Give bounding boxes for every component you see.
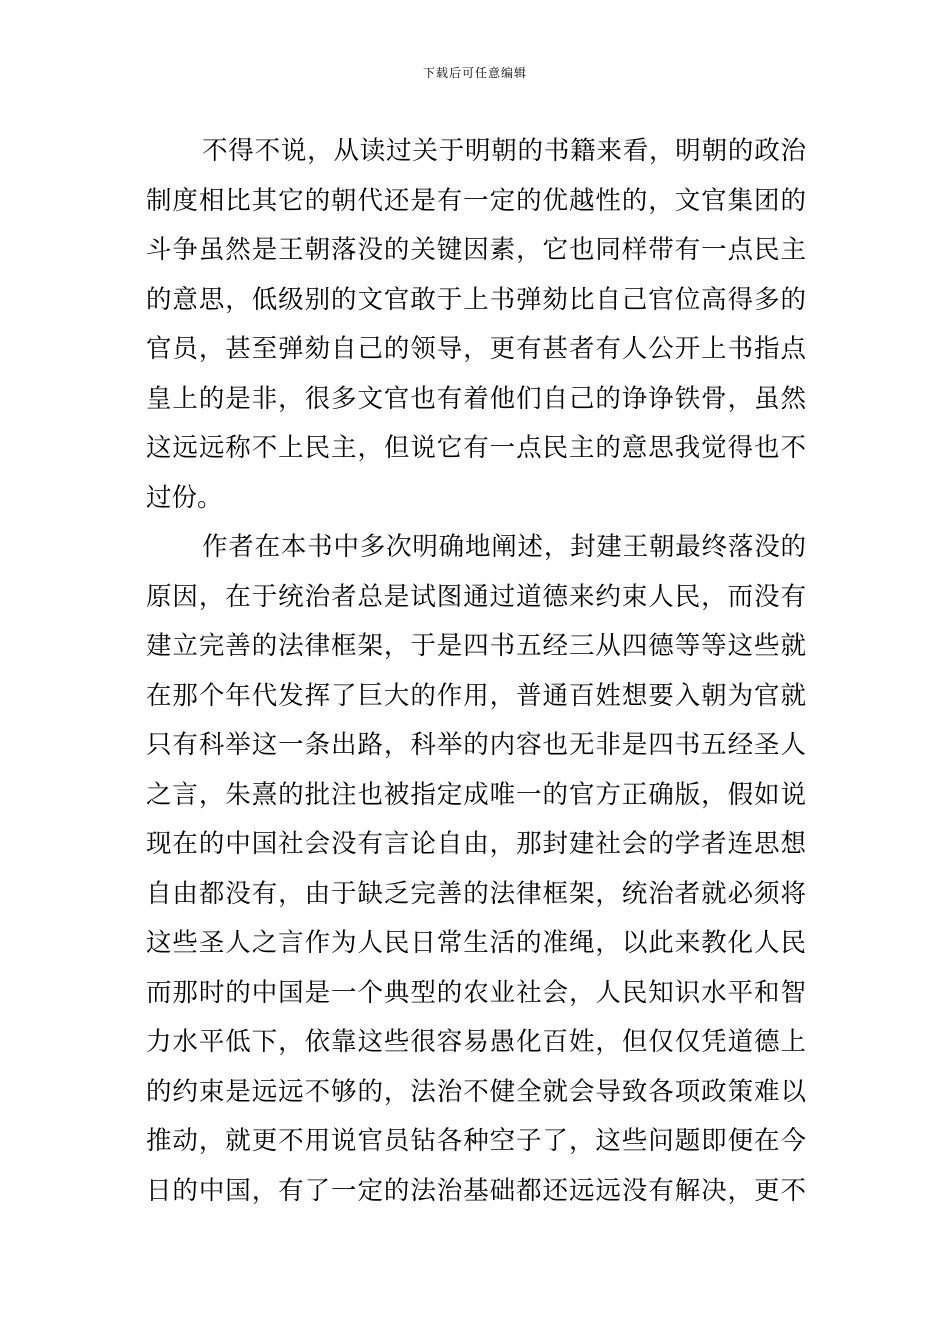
- paragraph: [146, 523, 806, 1216]
- text-line: 现在的中国社会没有言论自由，那封建社会的学者连思想: [146, 829, 806, 859]
- text-line: 原因，在于统治者总是试图通过道德来约束人民，而没有: [146, 581, 806, 612]
- paragraph: [146, 127, 806, 523]
- text-line: 只有科举这一条出路，科举的内容也无非是四书五经圣人: [146, 730, 806, 760]
- text-line: 作者在本书中多次明确地阐述，封建王朝最终落没的: [202, 532, 806, 562]
- text-line: 建立完善的法律框架，于是四书五经三从四德等等这些就: [146, 631, 806, 661]
- text-line: 推动，就更不用说官员钻各种空子了，这些问题即便在今: [146, 1126, 806, 1156]
- text-line: 这远远称不上民主，但说它有一点民主的意思我觉得也不: [146, 433, 806, 463]
- text-line: 的意思，低级别的文官敢于上书弹劾比自己官位高得多的: [146, 284, 806, 315]
- text-line: 不得不说，从读过关于明朝的书籍来看，明朝的政治: [202, 136, 806, 166]
- text-line: 斗争虽然是王朝落没的关键因素，它也同样带有一点民主: [146, 235, 806, 265]
- text-line: 皇上的是非，很多文官也有着他们自己的诤诤铁骨，虽然: [146, 383, 806, 414]
- text-line: 之言，朱熹的批注也被指定成唯一的官方正确版，假如说: [146, 779, 806, 810]
- text-line: 而那时的中国是一个典型的农业社会，人民知识水平和智: [146, 977, 806, 1008]
- text-line: 的约束是远远不够的，法治不健全就会导致各项政策难以: [146, 1076, 806, 1107]
- text-line: 在那个年代发挥了巨大的作用，普通百姓想要入朝为官就: [146, 680, 806, 711]
- text-line: 制度相比其它的朝代还是有一定的优越性的，文官集团的: [146, 185, 806, 216]
- body-text: [146, 127, 806, 1216]
- text-line: 官员，甚至弹劾自己的领导，更有甚者有人公开上书指点: [146, 334, 806, 364]
- text-line: 力水平低下，依靠这些很容易愚化百姓，但仅仅凭道德上: [146, 1027, 806, 1057]
- text-line: 这些圣人之言作为人民日常生活的准绳，以此来教化人民: [146, 928, 806, 958]
- text-line: 过份。: [146, 482, 223, 513]
- text-line: 日的中国，有了一定的法治基础都还远远没有解决，更不: [146, 1175, 806, 1206]
- page-header: 下载后可任意编辑: [422, 66, 527, 80]
- text-line: 自由都没有，由于缺乏完善的法律框架，统治者就必须将: [146, 878, 806, 909]
